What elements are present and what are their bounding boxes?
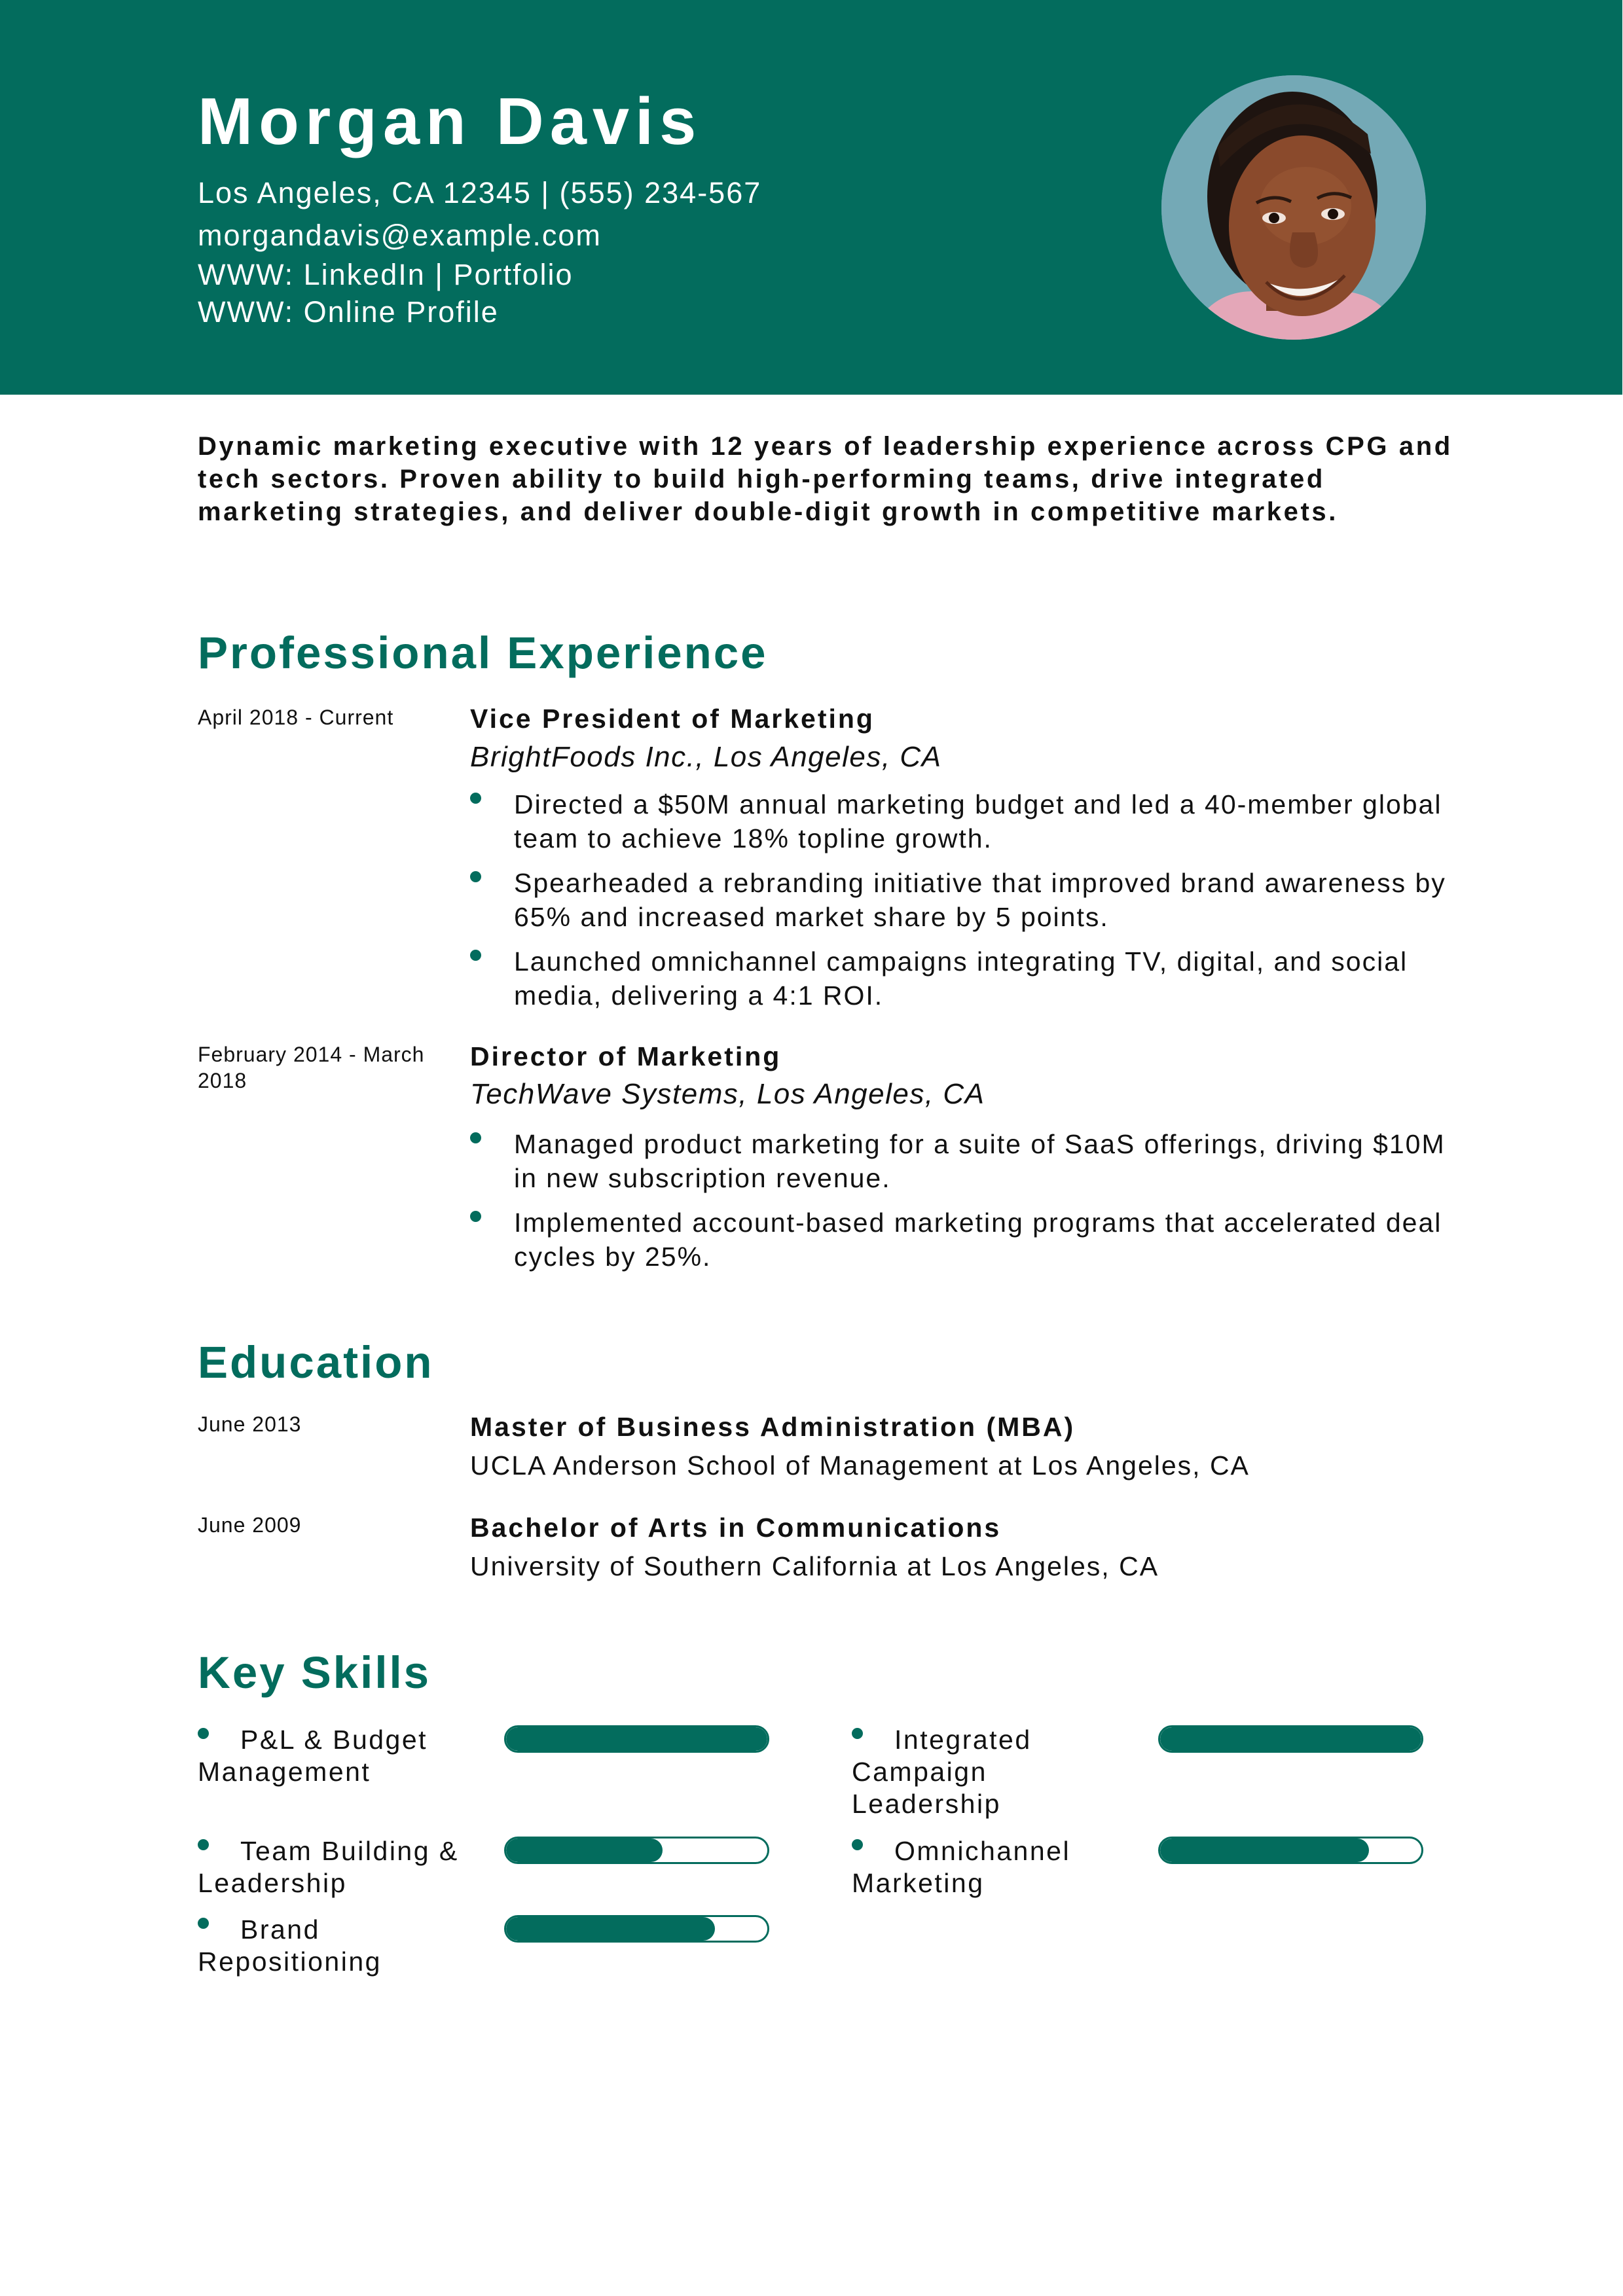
section-heading-skills: Key Skills [198, 1647, 431, 1698]
skill-name: Omnichannel Marketing [852, 1836, 1071, 1898]
bullet-dot-icon [852, 1728, 863, 1739]
skill-level-fill [506, 1839, 663, 1862]
contact-email[interactable]: morgandavis@example.com [198, 219, 602, 252]
contact-address-phone: Los Angeles, CA 12345 | (555) 234-567 [198, 176, 762, 209]
bullet-text: Launched omnichannel campaigns integrating TV, digital, and social media, delivering a 4:1 ROI. [514, 946, 1408, 1011]
section-heading-experience: Professional Experience [198, 628, 768, 678]
skill-name: P&L & Budget Management [198, 1725, 428, 1787]
skill-level-bar [504, 1915, 769, 1943]
education-degree: Master of Business Administration (MBA) [470, 1412, 1076, 1442]
skill-name: Brand Repositioning [198, 1914, 382, 1977]
bullet-text: Managed product marketing for a suite of SaaS offerings, driving $10M in new subscription revenue. [514, 1129, 1446, 1193]
education-school: University of Southern California at Los Angeles, CA [470, 1551, 1159, 1581]
education-date: June 2009 [198, 1513, 302, 1537]
skill-level-bar [1158, 1837, 1423, 1864]
bullet-dot-icon [198, 1918, 209, 1929]
job-date: April 2018 - Current [198, 706, 394, 729]
section-heading-education: Education [198, 1337, 434, 1388]
contact-online-profile[interactable]: WWW: Online Profile [198, 295, 499, 329]
skill-label [198, 1914, 473, 1978]
skill-label [852, 1835, 1114, 1899]
skill-level-fill [1160, 1839, 1369, 1862]
portrait-icon [1161, 75, 1426, 340]
bullet-dot-icon [198, 1728, 209, 1739]
contact-links[interactable]: WWW: LinkedIn | Portfolio [198, 258, 574, 291]
education-degree: Bachelor of Arts in Communications [470, 1513, 1002, 1543]
professional-summary: Dynamic marketing executive with 12 years of leadership experience across CPG and tech sectors. Proven ability to build high-performing teams, drive integrated marketing strategies, and deliver double-digit growth in competitive markets. [198, 432, 1453, 526]
skill-level-bar [504, 1837, 769, 1864]
job-company: TechWave Systems, Los Angeles, CA [470, 1078, 985, 1110]
bullet-text: Spearheaded a rebranding initiative that improved brand awareness by 65% and increased market share by 5 points. [514, 868, 1446, 932]
candidate-name: Morgan Davis [198, 85, 702, 158]
job-title: Director of Marketing [470, 1041, 782, 1071]
bullet-text: Implemented account-based marketing programs that accelerated deal cycles by 25%. [514, 1208, 1442, 1272]
skill-level-fill [506, 1727, 767, 1751]
bullet-dot-icon [470, 793, 481, 804]
skill-name: Integrated Campaign Leadership [852, 1725, 1032, 1819]
profile-photo [1161, 75, 1426, 340]
skill-name: Team Building & Leadership [198, 1836, 459, 1898]
bullet-dot-icon [198, 1839, 209, 1850]
skill-level-fill [506, 1917, 715, 1941]
bullet-dot-icon [470, 1132, 481, 1143]
skill-level-bar [1158, 1725, 1423, 1753]
skill-level-fill [1160, 1727, 1421, 1751]
job-company: BrightFoods Inc., Los Angeles, CA [470, 741, 942, 773]
bullet-dot-icon [470, 950, 481, 961]
bullet-text: Directed a $50M annual marketing budget and led a 40-member global team to achieve 18% topline growth. [514, 789, 1442, 853]
job-date: February 2014 - March 2018 [198, 1043, 425, 1092]
education-school: UCLA Anderson School of Management at Los Angeles, CA [470, 1450, 1250, 1480]
education-date: June 2013 [198, 1412, 302, 1436]
skill-label [852, 1724, 1114, 1820]
bullet-dot-icon [470, 1211, 481, 1222]
bullet-dot-icon [470, 871, 481, 882]
skill-level-bar [504, 1725, 769, 1753]
bullet-dot-icon [852, 1839, 863, 1850]
job-title: Vice President of Marketing [470, 704, 875, 734]
skill-label [198, 1724, 473, 1788]
skill-label [198, 1835, 473, 1899]
